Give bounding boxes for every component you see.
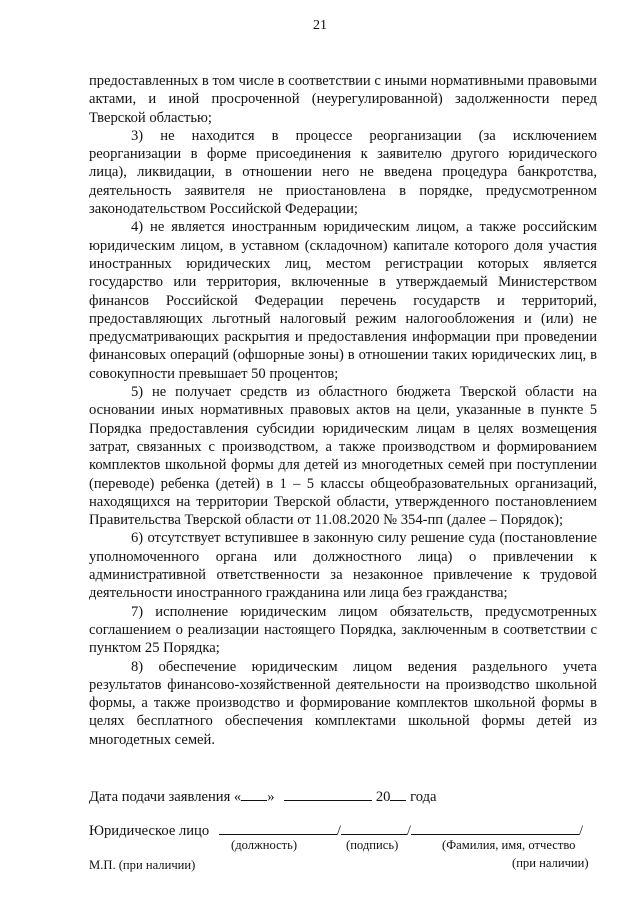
document-body [89, 72, 597, 749]
paragraph-item-3: 3) не находится в процессе реорганизации (за исключением реорганизации в форме присоединения к заявителю другого юридического лица), ликвидации, в отношении него не введена процедура банкротства, деятельность заявителя не приостановлена в порядке, предусмотренном законодательством Российской Федерации; [89, 127, 597, 218]
legal-entity-label: Юридическое лицо [89, 823, 210, 839]
caption-name-2: (при наличии) [512, 856, 589, 870]
date-close-quote: » [267, 789, 275, 805]
caption-name: (Фамилия, имя, отчество [442, 838, 576, 852]
separator-3: / [578, 823, 583, 839]
paragraph-item-6: 6) отсутствует вступившее в законную силу решение суда (постановление уполномоченного органа или должностного лица) о привлечении к административной ответственности за незаконное привлечение к трудовой деятельности иностранного гражданина или лица без гражданства; [89, 530, 597, 602]
caption-signature: (подпись) [346, 838, 399, 852]
stamp-note: М.П. (при наличии) [89, 858, 196, 872]
day-blank[interactable] [241, 786, 267, 801]
date-label: Дата подачи заявления « [89, 789, 242, 805]
page-number: 21 [313, 18, 327, 33]
caption-position: (должность) [231, 838, 298, 852]
paragraph-continuation: предоставленных в том числе в соответствии с иными нормативными правовыми актами, и иной просроченной (неурегулированной) задолженности перед Тверской областью; [89, 73, 597, 126]
signature-blank[interactable] [341, 820, 407, 835]
paragraph-item-5: 5) не получает средств из областного бюджета Тверской области на основании иных нормативных правовых актов на цели, указанные в пункте 5 Порядка предоставления субсидии юридическим лицам в целях возмещения затрат, связанных с производством, а также производством и формированием комплектов школьной формы для детей из многодетных семей при поступлении (переводе) ребенка (детей) в 1 – 5 классы общеобразовательных организаций, находящихся на территории Тверской области, утвержденного постановлением Правительства Тверской области от 11.08.2020 № 354-пп (далее – Порядок); [89, 384, 597, 529]
paragraph-item-7: 7) исполнение юридическим лицом обязательств, предусмотренных соглашением о реализации настоящего Порядка, заключенным в соответствии с пунктом 25 Порядка; [89, 603, 597, 657]
separator-2: / [406, 823, 411, 839]
year-suffix: года [406, 789, 437, 805]
application-date-line [89, 786, 609, 806]
paragraph-item-8: 8) обеспечение юридическим лицом ведения раздельного учета результатов финансово-хозяйственной деятельности на производство школьной формы, а также производство и формирование комплектов школьной формы в целях бесплатного обеспечения комплектами школьной формы детей из многодетных семей. [89, 658, 597, 748]
month-blank[interactable] [284, 786, 372, 801]
separator-1: / [336, 823, 341, 839]
year-prefix: 20 [375, 789, 391, 805]
legal-entity-signature-line [89, 820, 609, 840]
paragraph-item-4: 4) не является иностранным юридическим лицом, а также российским юридическим лицом, в уставном (складочном) капитале которого доля участия иностранных юридических лиц, местом регистрации которых является государство или территория, включенные в утверждаемый Министерством финансов Российской Федерации перечень государств и территорий, предоставляющих льготный налоговый режим налогообложения и (или) не предусматривающих раскрытия и предоставления информации при проведении финансовых операций (офшорные зоны) в отношении таких юридических лиц, в совокупности превышает 50 процентов; [89, 219, 597, 382]
name-blank[interactable] [411, 820, 579, 835]
position-blank[interactable] [219, 820, 337, 835]
year-blank[interactable] [390, 786, 406, 801]
